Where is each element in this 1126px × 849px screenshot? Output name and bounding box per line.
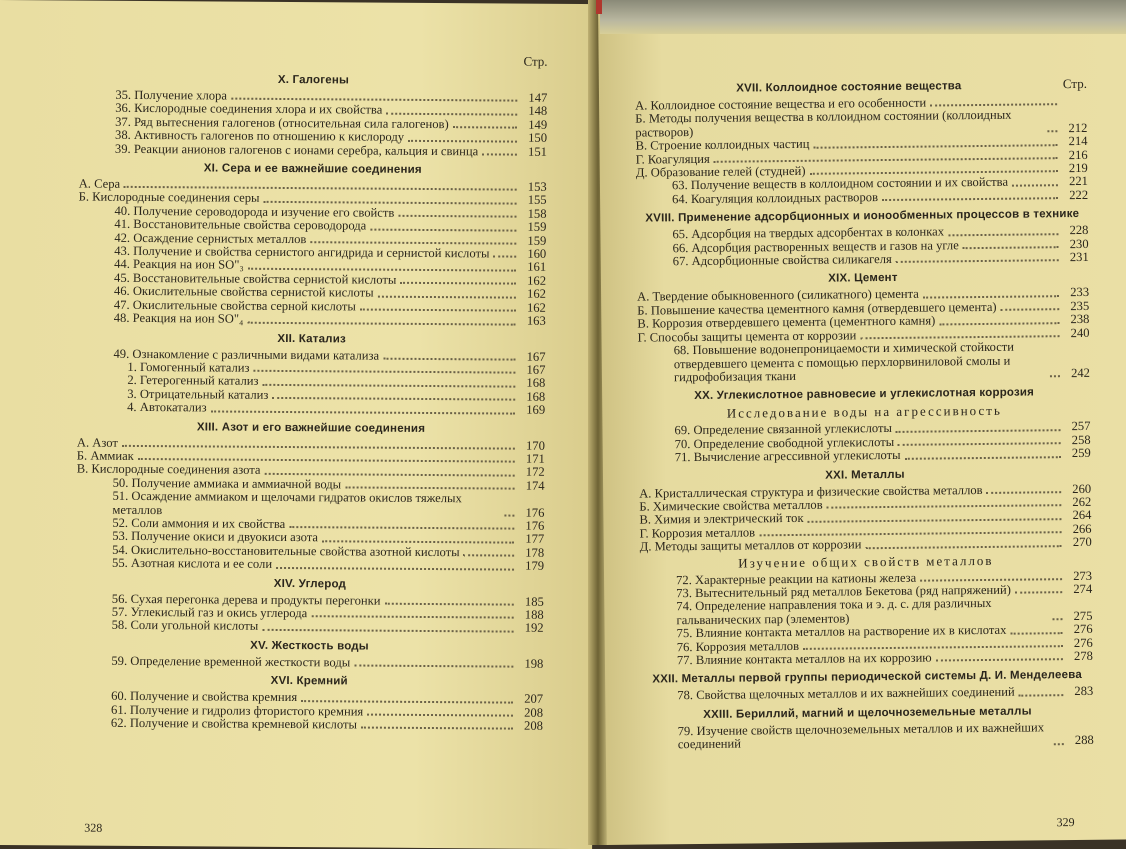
toc-entry-page: 214 xyxy=(1061,135,1087,149)
toc-entry-title: 79. Изучение свойств щелочноземельных металлов и их важнейших соединений xyxy=(678,721,1050,752)
toc-entry xyxy=(639,447,1091,465)
toc-entry-page: 262 xyxy=(1065,496,1091,510)
toc-entry-page: 230 xyxy=(1063,238,1089,252)
toc-entry-title: 47. Окислительные свойства серной кислоты xyxy=(114,298,356,313)
dot-leader xyxy=(1053,618,1063,620)
toc-entry-page: 151 xyxy=(521,145,547,159)
toc-entry-title: 3. Отрицательный катализ xyxy=(127,388,268,402)
toc-entry-title: В. Коррозия отвердевшего цемента (цементного камня) xyxy=(637,315,935,332)
toc-entry-page: 168 xyxy=(519,377,545,391)
section-title: XX. Углекислотное равновесие и углекислотная коррозия xyxy=(638,386,1090,403)
toc-entry xyxy=(77,401,545,418)
toc-entry-page: 179 xyxy=(518,560,544,574)
dot-leader xyxy=(493,256,516,258)
toc-entry-page: 274 xyxy=(1066,583,1092,597)
dot-leader xyxy=(248,268,516,272)
dot-leader xyxy=(936,659,1063,662)
dot-leader xyxy=(265,473,515,477)
toc-entry-page: 288 xyxy=(1068,734,1094,748)
toc-entry-page: 207 xyxy=(517,693,543,707)
page-column-label: Стр. xyxy=(80,51,548,70)
dot-leader xyxy=(453,126,517,128)
dot-leader xyxy=(370,228,516,231)
toc-entry xyxy=(635,108,1087,140)
toc-entry-title: А. Азот xyxy=(77,436,118,450)
dot-leader xyxy=(311,616,513,619)
toc-entry-page: 148 xyxy=(521,105,547,119)
section-title: XXI. Металлы xyxy=(639,466,1091,483)
toc-entry-page: 176 xyxy=(518,520,544,534)
toc-entry-title: 73. Вытеснительный ряд металлов Бекетова (ряд напряжений) xyxy=(676,584,1011,601)
section-title: XIV. Углерод xyxy=(76,576,544,591)
section-subtitle: Исследование воды на агрессивность xyxy=(638,402,1090,423)
toc-entry xyxy=(636,189,1088,207)
dot-leader xyxy=(345,487,514,490)
dot-leader xyxy=(247,321,515,325)
dot-leader xyxy=(482,153,517,155)
toc-entry-title: 62. Получение и свойства кремневой кислоты xyxy=(111,717,357,732)
toc-entry-title: Д. Образование гелей (студней) xyxy=(636,165,806,180)
dot-leader xyxy=(1054,743,1064,745)
toc-entry-title: 76. Коррозия металлов xyxy=(677,640,799,655)
dot-leader xyxy=(504,515,514,517)
toc-entry-title: Б. Повышение качества цементного камня (отвердевшего цемента) xyxy=(637,301,996,318)
dot-leader xyxy=(361,727,513,730)
dot-leader xyxy=(464,554,515,556)
toc-entry-title: Б. Методы получения вещества в коллоидном состоянии (коллоидных растворов) xyxy=(635,109,1043,140)
toc-entry-title: 48. Реакция на ион SO"₄ xyxy=(114,312,244,326)
toc-entry-title: 59. Определение временной жесткости воды xyxy=(111,655,350,670)
toc-entry-page: 149 xyxy=(521,118,547,132)
toc-entry-title: А. Кристаллическая структура и физические свойства металлов xyxy=(639,484,983,501)
toc-entry-title: 50. Получение аммиака и аммиачной воды xyxy=(113,477,342,492)
page-column-label: Стр. xyxy=(1063,76,1087,92)
toc-entry-title: 44. Реакция на ион SO"₃ xyxy=(114,258,244,272)
toc-entry-page: 150 xyxy=(521,132,547,146)
toc-entry-page: 208 xyxy=(517,706,543,720)
toc-entry-page: 158 xyxy=(520,207,546,221)
toc-entry-page: 273 xyxy=(1066,569,1092,583)
toc-entry-page: 188 xyxy=(518,609,544,623)
dot-leader xyxy=(1015,592,1062,594)
toc-entry-page: 162 xyxy=(520,288,546,302)
dot-leader xyxy=(253,370,515,374)
dot-leader xyxy=(1050,375,1060,377)
toc-entry xyxy=(641,685,1093,703)
toc-entry-page: 185 xyxy=(518,595,544,609)
toc-entry-page: 159 xyxy=(520,221,546,235)
dot-leader xyxy=(987,491,1062,494)
dot-leader xyxy=(262,629,513,633)
toc-entry-page: 172 xyxy=(519,466,545,480)
toc-entry-page: 238 xyxy=(1063,313,1089,327)
toc-entry-title: 39. Реакции анионов галогенов с ионами серебра, кальция и свинца xyxy=(115,142,478,158)
toc-entry-title: 4. Автокатализ xyxy=(127,401,207,415)
toc-entry-page: 276 xyxy=(1067,636,1093,650)
dot-leader xyxy=(398,215,516,218)
toc-entry-page: 147 xyxy=(521,92,547,106)
toc-entry-page: 162 xyxy=(520,301,546,315)
toc-entry-page: 177 xyxy=(518,533,544,547)
toc-entry xyxy=(638,340,1090,385)
toc-entry-page: 233 xyxy=(1063,286,1089,300)
toc-entry-page: 208 xyxy=(517,720,543,734)
section-title: XVIII. Применение адсорбционных и ионообменных процессов в технике xyxy=(636,208,1088,225)
toc-entry-title: 65. Адсорбция на твердых адсорбентах в колонках xyxy=(672,226,944,242)
toc-entry-title: 55. Азотная кислота и ее соли xyxy=(112,557,272,572)
dot-leader xyxy=(122,445,515,450)
toc-entry-title: 35. Получение хлора xyxy=(115,89,227,103)
section-title: XIX. Цемент xyxy=(637,270,1089,287)
toc-entry-title: В. Строение коллоидных частиц xyxy=(635,138,809,153)
toc-entry-title: 41. Восстановительные свойства сероводорода xyxy=(114,218,366,233)
toc-entry-page: 270 xyxy=(1066,536,1092,550)
toc-entry xyxy=(79,142,547,159)
dot-leader xyxy=(384,603,513,606)
toc-entry-title: Г. Коагуляция xyxy=(636,152,710,166)
toc-entry xyxy=(76,557,544,574)
toc-entry-page: 266 xyxy=(1066,523,1092,537)
toc-entry-title: Г. Способы защиты цемента от коррозии xyxy=(637,329,856,345)
toc-entry-title: 36. Кислородные соединения хлора и их свойства xyxy=(115,102,382,117)
toc-entry-title: 63. Получение веществ в коллоидном состоянии и их свойства xyxy=(672,176,1008,193)
toc-entry-page: 221 xyxy=(1062,175,1088,189)
dot-leader xyxy=(920,578,1062,581)
toc-entry-title: 71. Вычисление агрессивной углекислоты xyxy=(675,449,901,465)
section-title: XV. Жесткость воды xyxy=(75,638,543,653)
toc-entry-page: 260 xyxy=(1065,482,1091,496)
section-title: XVI. Кремний xyxy=(75,674,543,689)
toc-entry-page: 276 xyxy=(1067,623,1093,637)
toc-entry-title: В. Химия и электрический ток xyxy=(639,512,803,527)
toc-entry-title: 51. Осаждение аммиаком и щелочами гидратов окислов тяжелых металлов xyxy=(112,490,500,520)
toc-entry-title: Б. Аммиак xyxy=(77,449,134,463)
toc-entry-title: Г. Коррозия металлов xyxy=(640,526,756,541)
toc-entry-page: 240 xyxy=(1063,327,1089,341)
toc-entry-page: 242 xyxy=(1064,367,1090,381)
toc-entry-title: 69. Определение связанной углекислоты xyxy=(674,422,892,438)
toc-entry-title: 56. Сухая перегонка дерева и продукты перегонки xyxy=(112,592,381,607)
toc-entry-page: 155 xyxy=(521,194,547,208)
toc-entry-title: 45. Восстановительные свойства сернистой кислоты xyxy=(114,272,396,287)
toc-entry xyxy=(640,596,1092,628)
toc-entry-title: А. Твердение обыкновенного (силикатного) цемента xyxy=(637,288,919,304)
toc-entry-page: 259 xyxy=(1065,447,1091,461)
dot-leader xyxy=(378,295,516,298)
dot-leader xyxy=(813,144,1057,149)
toc-entry-page: 174 xyxy=(519,479,545,493)
toc-entry-title: 58. Соли угольной кислоты xyxy=(112,619,259,633)
toc-entry-title: 40. Получение сероводорода и изучение его свойств xyxy=(114,205,394,220)
toc-entry-title: В. Кислородные соединения азота xyxy=(77,463,261,478)
dot-leader xyxy=(263,201,516,205)
toc-entry-title: 2. Гетерогенный катализ xyxy=(127,374,258,388)
dot-leader xyxy=(810,171,1058,176)
section-title: XI. Сера и ее важнейшие соединения xyxy=(79,162,547,177)
dot-leader xyxy=(383,358,515,361)
toc-entry-page: 228 xyxy=(1062,224,1088,238)
dot-leader xyxy=(939,322,1059,325)
toc-entry-title: 67. Адсорбционные свойства силикагеля xyxy=(673,253,892,269)
section-title: X. Галогены xyxy=(79,73,547,88)
toc-entry xyxy=(75,717,543,734)
toc-entry-title: 57. Углекислый газ и окись углерода xyxy=(112,606,308,621)
toc-entry-title: 42. Осаждение сернистых металлов xyxy=(114,231,306,246)
dot-leader xyxy=(360,309,516,312)
toc-entry-title: 53. Получение окиси и двуокиси азота xyxy=(112,530,318,545)
toc-entry-page: 160 xyxy=(520,248,546,262)
toc-entry xyxy=(642,721,1094,753)
toc-entry-page: 162 xyxy=(520,275,546,289)
toc-entry-title: 74. Определение направления тока и э. д. с. для различных гальванических пар (элементов) xyxy=(676,597,1048,628)
toc-entry-title: 70. Определение свободной углекислоты xyxy=(675,436,895,452)
dot-leader xyxy=(1010,632,1062,635)
section-title: XXIII. Бериллий, магний и щелочноземельные металлы xyxy=(641,705,1093,722)
dot-leader xyxy=(808,518,1062,523)
dot-leader xyxy=(803,645,1063,650)
toc-entry-title: А. Коллоидное состояние вещества и его особенности xyxy=(635,97,926,113)
toc-entry-title: 49. Ознакомление с различными видами катализа xyxy=(113,347,379,362)
toc-entry-title: 43. Получение и свойства сернистого ангидрида и сернистой кислоты xyxy=(114,245,489,261)
toc-entry-title: 77. Влияние контакта металлов на их коррозию xyxy=(677,652,932,668)
section-title: XVII. Коллоидное состояние вещества xyxy=(635,79,1063,95)
toc-entry-title: Д. Методы защиты металлов от коррозии xyxy=(640,538,862,554)
toc-entry-title: А. Сера xyxy=(79,178,121,192)
toc-entry-title: 54. Окислительно-восстановительные свойства азотной кислоты xyxy=(112,544,460,560)
table-of-contents-left xyxy=(75,73,548,734)
section-title: XII. Катализ xyxy=(78,331,546,346)
toc-entry xyxy=(641,650,1093,668)
dot-leader xyxy=(276,567,514,571)
dot-leader xyxy=(896,260,1059,264)
toc-entry-page: 258 xyxy=(1065,434,1091,448)
toc-entry-title: Б. Кислородные соединения серы xyxy=(79,191,260,206)
bookmark-ribbon xyxy=(596,0,602,14)
toc-entry-title: 72. Характерные реакции на катионы железа xyxy=(676,571,916,587)
toc-entry-page: 257 xyxy=(1064,420,1090,434)
toc-entry-page: 222 xyxy=(1062,189,1088,203)
toc-entry xyxy=(78,312,546,329)
section-title: XIII. Азот и его важнейшие соединения xyxy=(77,420,545,435)
dot-leader xyxy=(400,282,516,285)
toc-entry-title: Б. Химические свойства металлов xyxy=(639,499,822,514)
toc-entry-page: 192 xyxy=(518,622,544,636)
toc-entry-title: 46. Окислительные свойства сернистой кислоты xyxy=(114,285,374,300)
dot-leader xyxy=(930,104,1057,107)
toc-entry-page: 153 xyxy=(521,181,547,195)
section-title: XXII. Металлы первой группы периодической системы Д. И. Менделеева xyxy=(641,669,1093,686)
dot-leader xyxy=(408,139,517,142)
toc-entry-title: 68. Повышение водонепроницаемости и химической стойкости отвердевшего цемента с помощью перхлорвиниловой смолы и гидрофобизация ткани xyxy=(674,340,1046,384)
dot-leader xyxy=(759,531,1061,536)
toc-entry-page: 275 xyxy=(1066,610,1092,624)
toc-entry-page: 264 xyxy=(1065,509,1091,523)
dot-leader xyxy=(1047,130,1057,132)
toc-entry xyxy=(637,251,1089,269)
toc-entry-title: 37. Ряд вытеснения галогенов (относительная сила галогенов) xyxy=(115,116,449,132)
dot-leader xyxy=(898,442,1061,446)
dot-leader xyxy=(386,113,517,116)
toc-entry-page: 163 xyxy=(520,315,546,329)
toc-entry-title: 66. Адсорбция растворенных веществ и газов на угле xyxy=(673,239,959,255)
toc-entry-page: 219 xyxy=(1062,162,1088,176)
page-number: 329 xyxy=(1057,815,1075,830)
toc-entry-page: 231 xyxy=(1063,251,1089,265)
dot-leader xyxy=(896,429,1061,433)
toc-entry-page: 216 xyxy=(1062,149,1088,163)
toc-entry-title: 75. Влияние контакта металлов на растворение их в кислотах xyxy=(677,624,1007,641)
toc-entry-page: 176 xyxy=(518,506,544,520)
dot-leader xyxy=(860,335,1059,339)
dot-leader xyxy=(1012,184,1058,186)
dot-leader xyxy=(367,714,513,717)
dot-leader xyxy=(322,540,514,543)
dot-leader xyxy=(1019,694,1064,696)
toc-entry-page: 198 xyxy=(517,657,543,671)
toc-entry-page: 235 xyxy=(1063,300,1089,314)
toc-entry-page: 161 xyxy=(520,261,546,275)
toc-entry-title: 1. Гомогенный катализ xyxy=(127,361,249,375)
section-subtitle: Изучение общих свойств металлов xyxy=(640,551,1092,572)
dot-leader xyxy=(301,700,513,703)
dot-leader xyxy=(262,384,515,388)
dot-leader xyxy=(963,246,1059,249)
toc-entry xyxy=(76,619,544,636)
toc-entry-page: 168 xyxy=(519,390,545,404)
toc-entry-page: 283 xyxy=(1067,685,1093,699)
toc-entry-title: 61. Получение и гидролиз фтористого кремния xyxy=(111,703,363,718)
dot-leader xyxy=(289,526,514,530)
page-number: 328 xyxy=(84,821,102,836)
dot-leader xyxy=(948,233,1058,236)
toc-entry-title: 64. Коагуляция коллоидных растворов xyxy=(672,191,878,207)
dot-leader xyxy=(354,665,513,668)
toc-entry-title: 78. Свойства щелочных металлов и их важнейших соединений xyxy=(677,686,1015,703)
dot-leader xyxy=(211,410,515,414)
dot-leader xyxy=(905,456,1061,460)
toc-entry-page: 170 xyxy=(519,439,545,453)
toc-entry-page: 169 xyxy=(519,404,545,418)
toc-entry-page: 159 xyxy=(520,234,546,248)
toc-entry-page: 212 xyxy=(1061,122,1087,136)
toc-entry-page: 171 xyxy=(519,453,545,467)
dot-leader xyxy=(310,241,516,244)
book-cover-edge xyxy=(600,0,1126,34)
table-of-contents-right xyxy=(635,73,1094,752)
dot-leader xyxy=(882,197,1058,201)
dot-leader xyxy=(827,505,1062,509)
dot-leader xyxy=(923,295,1059,298)
right-page xyxy=(598,0,1126,845)
toc-entry-page: 178 xyxy=(518,546,544,560)
toc-entry-title: 60. Получение и свойства кремния xyxy=(111,690,297,705)
toc-entry xyxy=(75,654,543,671)
toc-entry-page: 167 xyxy=(519,350,545,364)
toc-entry-title: 52. Соли аммония и их свойства xyxy=(112,517,285,532)
dot-leader xyxy=(272,397,515,401)
toc-entry-page: 167 xyxy=(519,364,545,378)
toc-entry-page: 278 xyxy=(1067,650,1093,664)
dot-leader xyxy=(1001,308,1060,311)
toc-entry-title: 38. Активность галогенов по отношению к кислороду xyxy=(115,129,404,144)
dot-leader xyxy=(865,545,1061,549)
